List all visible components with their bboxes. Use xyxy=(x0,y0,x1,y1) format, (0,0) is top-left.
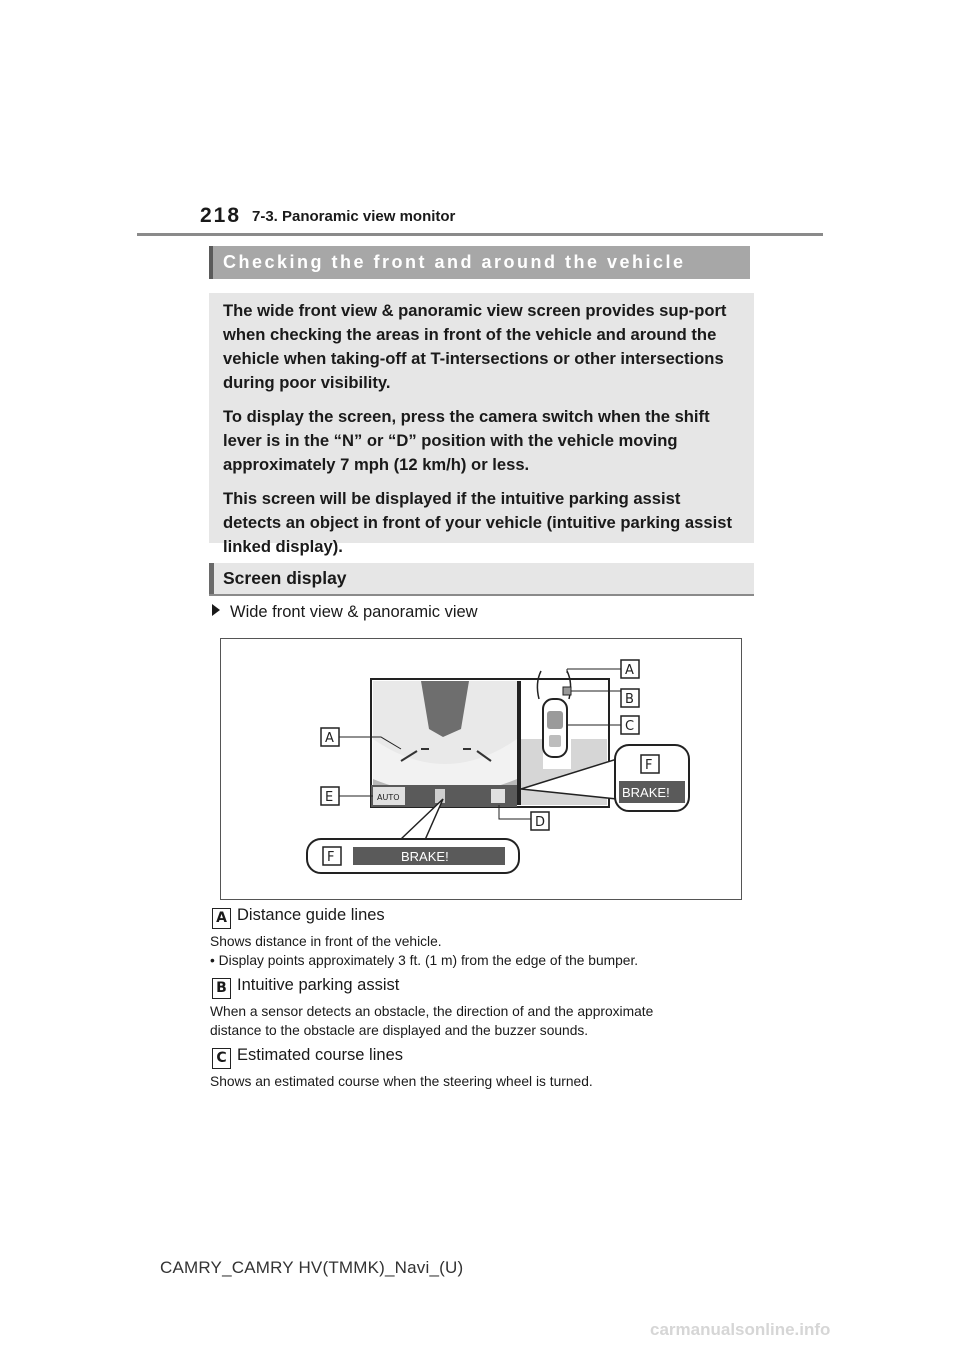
view-divider xyxy=(517,681,521,805)
screen-display-heading xyxy=(209,563,754,596)
intro-box xyxy=(209,293,754,556)
callout-c: C xyxy=(625,719,635,734)
item-a-title: Distance guide lines xyxy=(237,906,385,924)
brake-label-right: BRAKE! xyxy=(622,785,670,800)
sensor-indicator xyxy=(563,687,571,695)
item-c-text xyxy=(210,1072,593,1091)
item-c-title: Estimated course lines xyxy=(237,1046,403,1064)
footer-model-code: CAMRY_CAMRY HV(TMMK)_Navi_(U) xyxy=(160,1258,464,1277)
item-b-heading xyxy=(212,976,399,999)
sensor-icon xyxy=(491,789,505,803)
item-b-line-1: When a sensor detects an obstacle, the direction of and the approximate xyxy=(210,1004,654,1019)
watermark: carmanualsonline.info xyxy=(650,1320,831,1339)
item-c-line-1: Shows an estimated course when the steering wheel is turned. xyxy=(210,1074,593,1089)
callout-b: B xyxy=(625,692,634,707)
title-bar-accent xyxy=(209,246,213,279)
section-title: Checking the front and around the vehicle xyxy=(223,252,686,272)
callout-a-left: A xyxy=(325,731,334,746)
callout-f-right: F xyxy=(645,758,653,773)
section-title-bar xyxy=(209,246,750,279)
heading-accent xyxy=(209,563,214,594)
letter-box-a: A xyxy=(212,908,231,929)
car-windshield xyxy=(547,711,563,729)
item-b-text xyxy=(210,1002,653,1040)
callout-d: D xyxy=(535,815,546,830)
sub-heading-text: Wide front view & panoramic view xyxy=(230,603,478,621)
page-number: 218 xyxy=(200,204,242,227)
intro-paragraph-2: To display the screen, press the camera switch when the shift lever is in the “N” or “D” position with the vehicle moving approximately 7 mph (12 km/h) or less. xyxy=(223,407,710,474)
item-a-text xyxy=(210,932,638,970)
auto-label: AUTO xyxy=(377,793,400,802)
letter-box-b: B xyxy=(212,978,231,999)
item-a-line-1: Shows distance in front of the vehicle. xyxy=(210,934,442,949)
screen-display-title: Screen display xyxy=(223,568,347,588)
section-label: 7-3. Panoramic view monitor xyxy=(252,208,456,225)
item-a-heading xyxy=(212,906,385,929)
sub-heading xyxy=(212,603,478,622)
car-rear-window xyxy=(549,735,561,747)
brake-label-bottom: BRAKE! xyxy=(401,849,449,864)
intro-paragraph-3: This screen will be displayed if the intuitive parking assist detects an object in front of your vehicle (intuitive parking assist linked display). xyxy=(223,489,732,556)
diagram-svg xyxy=(221,639,741,899)
item-b-title: Intuitive parking assist xyxy=(237,976,400,994)
triangle-bullet-icon xyxy=(212,604,220,616)
intro-paragraph-1: The wide front view & panoramic view screen provides sup-port when checking the areas in front of the vehicle and around the vehicle when taking-off at T-intersections or other intersections during poor visibility. xyxy=(223,301,727,392)
item-b-line-2: distance to the obstacle are displayed and the buzzer sounds. xyxy=(210,1023,589,1038)
item-a-line-2: • Display points approximately 3 ft. (1 m) from the edge of the bumper. xyxy=(210,953,639,968)
callout-e: E xyxy=(325,790,334,805)
header-rule xyxy=(137,233,823,236)
callout-a-right: A xyxy=(625,663,634,678)
callout-f-bottom: F xyxy=(327,850,335,865)
screen-diagram xyxy=(220,638,742,900)
letter-box-c: C xyxy=(212,1048,231,1069)
item-c-heading xyxy=(212,1046,403,1069)
